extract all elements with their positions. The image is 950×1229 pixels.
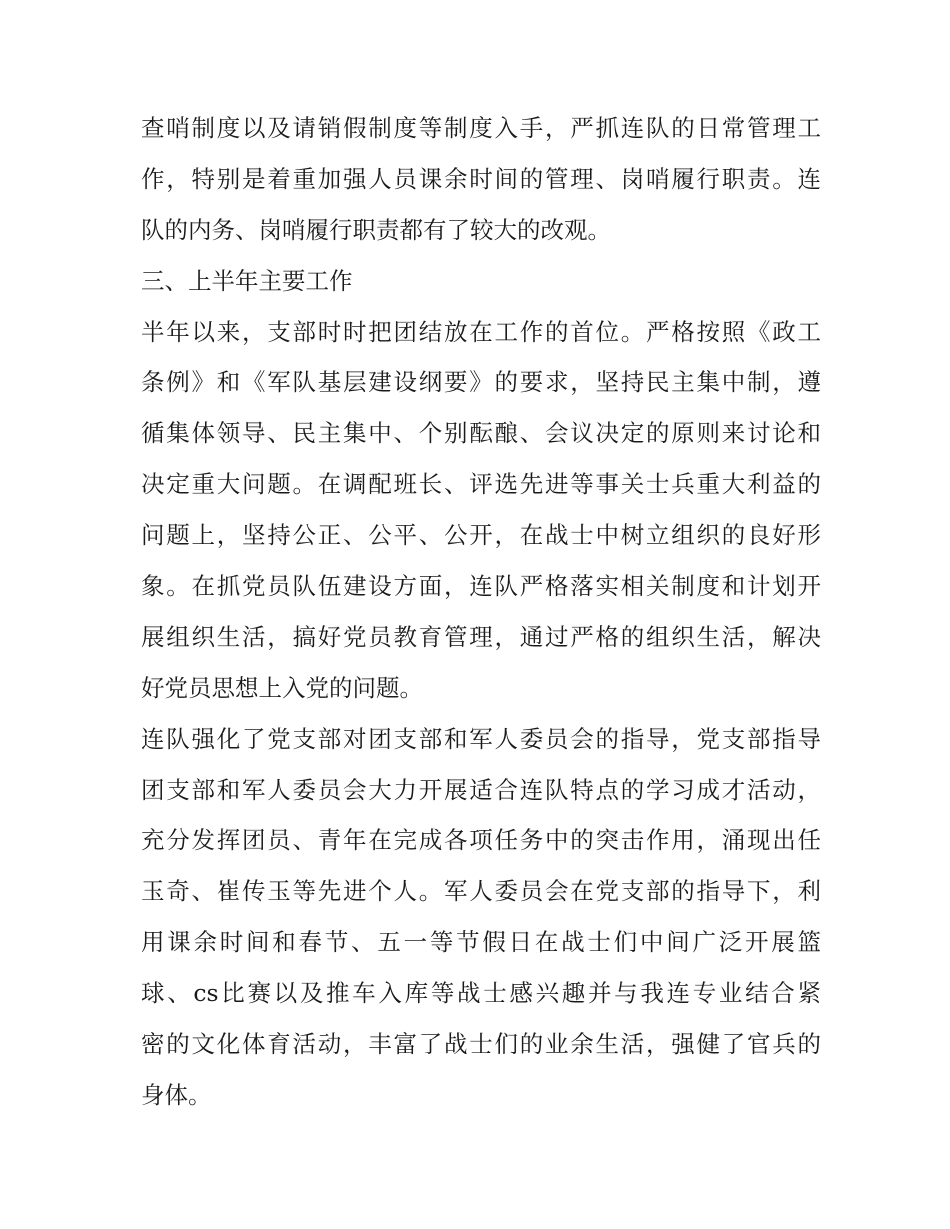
- text-line: 决定重大问题。在调配班长、评选先进等事关士兵重大利益的: [141, 470, 821, 499]
- text-line: 玉奇、崔传玉等先进个人。军人委员会在党支部的指导下，利: [141, 877, 821, 906]
- text-line: 查哨制度以及请销假制度等制度入手，严抓连队的日常管理工: [141, 114, 821, 142]
- text-line: 球、cs比赛以及推车入库等战士感兴趣并与我连专业结合紧: [141, 979, 821, 1008]
- text-line: 展组织生活，搞好党员教育管理，通过严格的组织生活，解决: [141, 622, 821, 651]
- text-line: 好党员思想上入党的问题。: [141, 673, 423, 702]
- text-line: 充分发挥团员、青年在完成各项任务中的突击作用，涌现出任: [141, 826, 821, 855]
- text-line: 三、上半年主要工作: [141, 266, 353, 295]
- text-line: 问题上，坚持公正、公平、公开，在战士中树立组织的良好形: [141, 521, 821, 550]
- text-line: 队的内务、岗哨履行职责都有了较大的改观。: [141, 215, 611, 244]
- text-line: 循集体领导、民主集中、个别酝酿、会议决定的原则来讨论和: [141, 419, 821, 448]
- document-body: [141, 103, 821, 1121]
- text-line: 连队强化了党支部对团支部和军人委员会的指导，党支部指导: [141, 724, 821, 753]
- text-line: 用课余时间和春节、五一等节假日在战士们中间广泛开展篮: [141, 928, 821, 957]
- text-line: 象。在抓党员队伍建设方面，连队严格落实相关制度和计划开: [141, 572, 821, 601]
- text-line: 团支部和军人委员会大力开展适合连队特点的学习成才活动，: [141, 775, 821, 804]
- text-line: 条例》和《军队基层建设纲要》的要求，坚持民主集中制，遵: [141, 368, 821, 397]
- text-line: 作，特别是着重加强人员课余时间的管理、岗哨履行职责。连: [141, 164, 821, 193]
- text-line: 身体。: [141, 1080, 212, 1109]
- text-line: 密的文化体育活动，丰富了战士们的业余生活，强健了官兵的: [141, 1030, 821, 1059]
- text-line: 半年以来，支部时时把团结放在工作的首位。严格按照《政工: [141, 317, 821, 346]
